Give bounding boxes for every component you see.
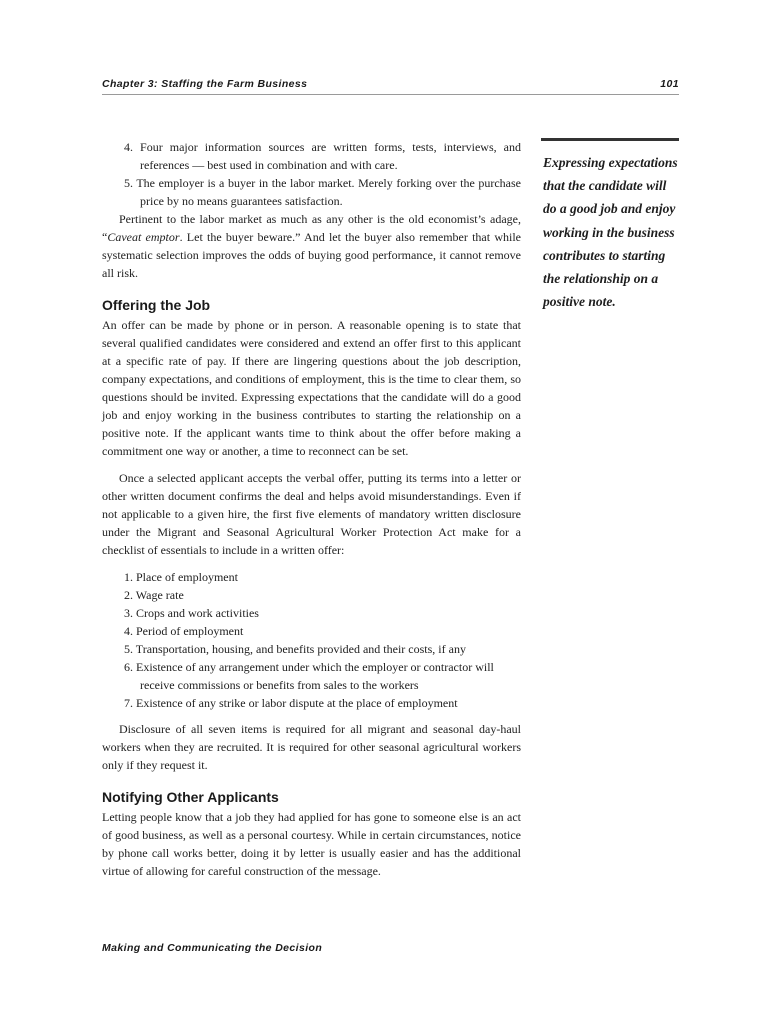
chapter-title: Chapter 3: Staffing the Farm Business: [102, 78, 308, 90]
written-offer-checklist: [102, 568, 521, 712]
header-rule: [102, 94, 679, 95]
heading-notifying-other-applicants: Notifying Other Applicants: [102, 789, 279, 805]
paragraph-disclosure: Disclosure of all seven items is required for all migrant and seasonal day-haul workers when they are recruited. It is required for other seasonal agricultural workers only if they request it.: [102, 722, 521, 772]
paragraph-offer: An offer can be made by phone or in person. A reasonable opening is to state that several qualified candidates were considered and extend an offer first to this applicant at a specific rate of pay. If there are lingering questions about the job description, company expectations, and conditions of employment, this is the time to clear them, so questions should be invited. Expressing expectations that the candidate will do a good job and enjoy working in the business contributes to starting the relationship on a positive note. If the applicant wants time to think about the offer before making a commitment one way or another, a time to reconnect can be set.: [102, 318, 521, 458]
checklist-item: 6. Existence of any arrangement under which the employer or contractor will receive commissions or benefits from sales to the workers: [124, 660, 494, 692]
checklist-item: 3. Crops and work activities: [124, 606, 259, 620]
checklist-item: 1. Place of employment: [124, 570, 238, 584]
running-header: [102, 78, 679, 90]
sidebar-rule: [541, 138, 679, 141]
running-footer: Making and Communicating the Decision: [102, 942, 323, 954]
heading-offering-the-job: Offering the Job: [102, 297, 211, 313]
paragraph-notify: Letting people know that a job they had applied for has gone to someone else is an act of good business, as well as a personal courtesy. While in certain circumstances, notice by phone call works better, doing it by letter is usually easier and has the additional virtue of allowing for careful construction of the message.: [102, 810, 521, 878]
main-column: [102, 138, 521, 880]
sidebar-pull-quote: Expressing expectations that the candidate will do a good job and enjoy working in the business contributes to starting the relationship on a positive note.: [543, 155, 678, 310]
checklist-item: 7. Existence of any strike or labor dispute at the place of employment: [124, 696, 458, 710]
numbered-point-4: 4. Four major information sources are written forms, tests, interviews, and references — best used in combination and with care.: [124, 140, 521, 172]
checklist-item: 5. Transportation, housing, and benefits provided and their costs, if any: [124, 642, 466, 656]
paragraph-labor-market: Pertinent to the labor market as much as any other is the old economist’s adage, “Caveat emptor. Let the buyer beware.” And let the buyer also remember that while systematic selection improves the odds of buying good performance, it cannot remove all risk.: [102, 212, 521, 280]
checklist-item: 2. Wage rate: [124, 588, 184, 602]
numbered-point-5: 5. The employer is a buyer in the labor market. Merely forking over the purchase price by no means guarantees satisfaction.: [124, 176, 521, 208]
paragraph-accept-offer: Once a selected applicant accepts the verbal offer, putting its terms into a letter or other written document confirms the deal and helps avoid misunderstandings. Even if not applicable to a given hire, the first five elements of mandatory written disclosure under the Migrant and Seasonal Agricultural Worker Protection Act make for a checklist of essentials to include in a written offer:: [102, 471, 521, 557]
caveat-emptor-phrase: Caveat emptor: [107, 230, 180, 244]
checklist-item: 4. Period of employment: [124, 624, 244, 638]
page-number: 101: [660, 78, 679, 90]
